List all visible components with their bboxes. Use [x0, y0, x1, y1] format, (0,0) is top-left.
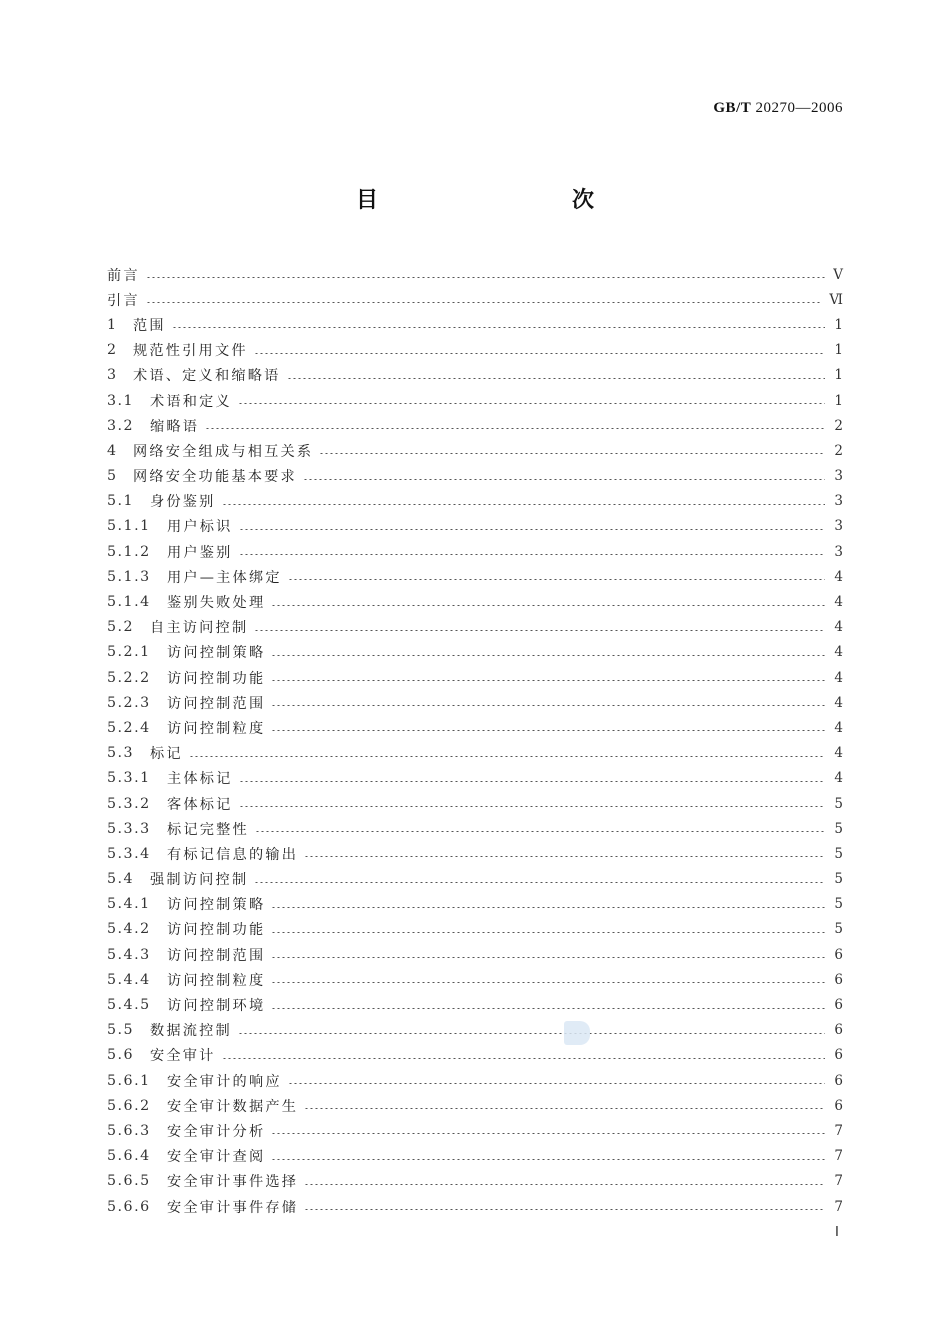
toc-entry-title: 安全审计事件存储	[167, 1199, 299, 1216]
toc-entry[interactable]	[107, 640, 843, 665]
dot-leader	[238, 403, 825, 404]
dot-leader	[304, 1209, 825, 1210]
toc-entry-page: 4	[834, 568, 843, 585]
toc-entry[interactable]	[107, 816, 843, 841]
toc-entry-page: 3	[834, 518, 843, 535]
toc-entry-page: 4	[834, 644, 843, 661]
dot-leader	[303, 479, 825, 480]
toc-entry-number: 5.4.4	[107, 971, 151, 988]
toc-entry-page: 5	[834, 820, 843, 837]
toc-entry[interactable]	[107, 287, 843, 312]
toc-entry-number: 5.3.4	[107, 845, 151, 862]
toc-entry-number: 3.2	[107, 417, 135, 434]
toc-entry-page: 4	[834, 669, 843, 686]
dot-leader	[271, 705, 825, 706]
toc-entry[interactable]	[107, 615, 843, 640]
toc-entry-page: 7	[834, 1173, 843, 1190]
toc-entry[interactable]	[107, 1118, 843, 1143]
watermark-logo	[564, 1021, 590, 1045]
dot-leader	[255, 831, 825, 832]
toc-entry-title: 安全审计事件选择	[167, 1174, 299, 1191]
toc-entry-page: 6	[834, 997, 843, 1014]
dot-leader	[271, 680, 825, 681]
standard-number: 20270—2006	[755, 100, 843, 116]
toc-entry[interactable]	[107, 564, 843, 589]
toc-entry-page: 6	[834, 1022, 843, 1039]
toc-entry[interactable]	[107, 665, 843, 690]
dot-leader	[271, 1008, 825, 1009]
toc-entry[interactable]	[107, 867, 843, 892]
toc-entry-number: 5.3	[107, 745, 135, 762]
toc-entry-page: 1	[834, 367, 843, 384]
toc-entry[interactable]	[107, 539, 843, 564]
toc-entry-page: 1	[834, 316, 843, 333]
dot-leader	[271, 982, 825, 983]
toc-entry-title: 用户鉴别	[167, 544, 233, 561]
toc-entry-title: 前言	[107, 267, 140, 284]
toc-entry-number: 5.1.4	[107, 594, 151, 611]
toc-entry-page: 4	[834, 770, 843, 787]
toc-entry-page: 5	[834, 896, 843, 913]
toc-entry[interactable]	[107, 363, 843, 388]
toc-entry-number: 5.3.2	[107, 795, 151, 812]
toc-entry-number: 5.6	[107, 1047, 135, 1064]
toc-entry-page: 6	[834, 1072, 843, 1089]
dot-leader	[271, 1159, 825, 1160]
toc-entry-title: 访问控制粒度	[167, 972, 266, 989]
toc-entry-title: 访问控制策略	[167, 897, 266, 914]
dot-leader	[146, 302, 822, 303]
toc-entry[interactable]	[107, 388, 843, 413]
toc-entry-number: 5.2	[107, 619, 135, 636]
toc-entry-title: 范围	[133, 317, 166, 334]
toc-entry[interactable]	[107, 312, 843, 337]
toc-entry-title: 网络安全功能基本要求	[133, 469, 297, 486]
toc-entry-page: 5	[834, 845, 843, 862]
toc-entry[interactable]	[107, 1068, 843, 1093]
dot-leader	[254, 630, 825, 631]
toc-entry[interactable]	[107, 1169, 843, 1194]
toc-entry-number: 5.6.4	[107, 1148, 151, 1165]
toc-entry-title: 安全审计分析	[167, 1123, 266, 1140]
toc-entry-page: 3	[834, 543, 843, 560]
toc-entry-title: 访问控制粒度	[167, 720, 266, 737]
toc-entry-title: 网络安全组成与相互关系	[133, 443, 314, 460]
toc-entry[interactable]	[107, 438, 843, 463]
toc-entry-title: 用户标识	[167, 519, 233, 536]
toc-entry-number: 5.1.1	[107, 518, 151, 535]
toc-entry[interactable]	[107, 514, 843, 539]
toc-entry[interactable]	[107, 338, 843, 363]
toc-entry-title: 标记完整性	[167, 821, 249, 838]
toc-entry-title: 访问控制环境	[167, 998, 266, 1015]
toc-entry[interactable]	[107, 791, 843, 816]
toc-entry[interactable]	[107, 1018, 843, 1043]
toc-entry-number: 5.2.2	[107, 669, 151, 686]
toc-entry-title: 强制访问控制	[150, 872, 249, 889]
toc-entry-title: 数据流控制	[150, 1023, 232, 1040]
page-number: Ⅰ	[834, 1225, 839, 1240]
toc-entry-page: 5	[834, 871, 843, 888]
dot-leader	[271, 957, 825, 958]
toc-entry-title: 用户—主体绑定	[167, 569, 282, 586]
toc-entry-title: 标记	[150, 746, 183, 763]
toc-entry-title: 安全审计的响应	[167, 1073, 282, 1090]
toc-entry-title: 术语和定义	[150, 393, 232, 410]
toc-entry[interactable]	[107, 741, 843, 766]
dot-leader	[304, 1184, 825, 1185]
dot-leader	[239, 806, 825, 807]
toc-entry-title: 引言	[107, 292, 140, 309]
toc-entry[interactable]	[107, 413, 843, 438]
toc-entry-page: 6	[834, 971, 843, 988]
toc-entry[interactable]	[107, 1093, 843, 1118]
dot-leader	[271, 730, 825, 731]
dot-leader	[238, 1033, 825, 1034]
dot-leader	[304, 1108, 825, 1109]
toc-entry-title: 访问控制范围	[167, 947, 266, 964]
toc-entry[interactable]	[107, 1043, 843, 1068]
toc-entry[interactable]	[107, 262, 843, 287]
toc-entry[interactable]	[107, 1194, 843, 1219]
toc-entry-number: 3.1	[107, 392, 135, 409]
toc-entry[interactable]	[107, 489, 843, 514]
toc-entry-title: 访问控制功能	[167, 922, 266, 939]
dot-leader	[222, 504, 825, 505]
toc-entry-number: 5.1.3	[107, 568, 151, 585]
table-of-contents	[107, 262, 843, 1219]
toc-entry-number: 4	[107, 442, 118, 459]
toc-entry[interactable]	[107, 766, 843, 791]
toc-entry-page: 4	[834, 745, 843, 762]
toc-entry-number: 5.5	[107, 1022, 135, 1039]
toc-entry-title: 访问控制功能	[167, 670, 266, 687]
toc-entry-title: 自主访问控制	[150, 620, 249, 637]
toc-entry-page: Ⅵ	[829, 291, 843, 308]
toc-entry-number: 5.4.3	[107, 946, 151, 963]
dot-leader	[271, 1133, 825, 1134]
dot-leader	[319, 453, 825, 454]
toc-entry-number: 5	[107, 468, 118, 485]
toc-entry-number: 5.2.1	[107, 644, 151, 661]
standard-prefix: GB/T	[713, 100, 752, 116]
dot-leader	[239, 529, 825, 530]
dot-leader	[271, 907, 825, 908]
toc-entry-page: 3	[834, 493, 843, 510]
page-title: 目 次	[355, 187, 644, 213]
toc-entry-number: 3	[107, 367, 118, 384]
toc-entry-number: 5.6.3	[107, 1122, 151, 1139]
toc-entry-page: 7	[834, 1148, 843, 1165]
toc-entry-number: 5.3.3	[107, 820, 151, 837]
toc-entry-title: 安全审计查阅	[167, 1149, 266, 1166]
toc-entry-number: 5.2.4	[107, 719, 151, 736]
dot-leader	[271, 655, 825, 656]
toc-entry-title: 主体标记	[167, 771, 233, 788]
toc-entry-page: 1	[834, 392, 843, 409]
toc-entry-number: 5.4.2	[107, 921, 151, 938]
toc-entry-page: Ⅴ	[833, 266, 843, 283]
toc-entry-number: 5.4	[107, 871, 135, 888]
toc-entry-number: 5.3.1	[107, 770, 151, 787]
toc-entry[interactable]	[107, 690, 843, 715]
standard-code	[713, 100, 843, 117]
dot-leader	[189, 756, 825, 757]
toc-entry-page: 4	[834, 594, 843, 611]
dot-leader	[222, 1058, 825, 1059]
dot-leader	[146, 277, 825, 278]
dot-leader	[271, 605, 825, 606]
toc-entry[interactable]	[107, 942, 843, 967]
toc-entry-title: 客体标记	[167, 796, 233, 813]
dot-leader	[239, 554, 825, 555]
toc-entry-page: 6	[834, 946, 843, 963]
toc-entry-number: 5.6.1	[107, 1072, 151, 1089]
toc-entry-title: 有标记信息的输出	[167, 846, 299, 863]
toc-entry-page: 6	[834, 1047, 843, 1064]
toc-entry-page: 1	[834, 342, 843, 359]
toc-entry-page: 3	[834, 468, 843, 485]
dot-leader	[304, 856, 825, 857]
toc-entry-page: 4	[834, 719, 843, 736]
dot-leader	[288, 579, 825, 580]
toc-entry-number: 5.1.2	[107, 543, 151, 560]
dot-leader	[271, 932, 825, 933]
toc-entry-number: 5.4.1	[107, 896, 151, 913]
toc-entry-number: 5.2.3	[107, 694, 151, 711]
toc-entry-title: 访问控制范围	[167, 695, 266, 712]
toc-entry-page: 2	[834, 417, 843, 434]
toc-entry-number: 5.6.5	[107, 1173, 151, 1190]
toc-entry[interactable]	[107, 589, 843, 614]
toc-entry-title: 安全审计	[150, 1048, 216, 1065]
toc-entry-number: 5.1	[107, 493, 135, 510]
toc-entry-title: 访问控制策略	[167, 645, 266, 662]
toc-entry-page: 5	[834, 921, 843, 938]
toc-entry-page: 2	[834, 442, 843, 459]
toc-entry[interactable]	[107, 992, 843, 1017]
toc-entry-page: 6	[834, 1097, 843, 1114]
toc-entry[interactable]	[107, 715, 843, 740]
toc-entry-page: 5	[834, 795, 843, 812]
toc-entry-number: 5.4.5	[107, 997, 151, 1014]
toc-entry[interactable]	[107, 917, 843, 942]
dot-leader	[172, 327, 825, 328]
toc-entry-number: 5.6.2	[107, 1097, 151, 1114]
toc-entry-title: 身份鉴别	[150, 494, 216, 511]
toc-entry-title: 术语、定义和缩略语	[133, 368, 281, 385]
toc-entry-title: 安全审计数据产生	[167, 1098, 299, 1115]
toc-entry[interactable]	[107, 841, 843, 866]
toc-entry[interactable]	[107, 464, 843, 489]
toc-entry-page: 7	[834, 1198, 843, 1215]
dot-leader	[254, 882, 825, 883]
toc-entry[interactable]	[107, 892, 843, 917]
toc-entry-page: 7	[834, 1122, 843, 1139]
toc-entry[interactable]	[107, 1144, 843, 1169]
toc-entry-page: 4	[834, 694, 843, 711]
toc-entry-page: 4	[834, 619, 843, 636]
dot-leader	[205, 428, 825, 429]
toc-entry-number: 1	[107, 316, 118, 333]
dot-leader	[287, 378, 826, 379]
toc-entry-number: 5.6.6	[107, 1198, 151, 1215]
toc-entry[interactable]	[107, 967, 843, 992]
dot-leader	[254, 353, 825, 354]
dot-leader	[239, 781, 825, 782]
toc-entry-number: 2	[107, 342, 118, 359]
toc-entry-title: 缩略语	[150, 418, 200, 435]
toc-entry-title: 规范性引用文件	[133, 343, 248, 360]
dot-leader	[288, 1083, 825, 1084]
toc-entry-title: 鉴别失败处理	[167, 595, 266, 612]
